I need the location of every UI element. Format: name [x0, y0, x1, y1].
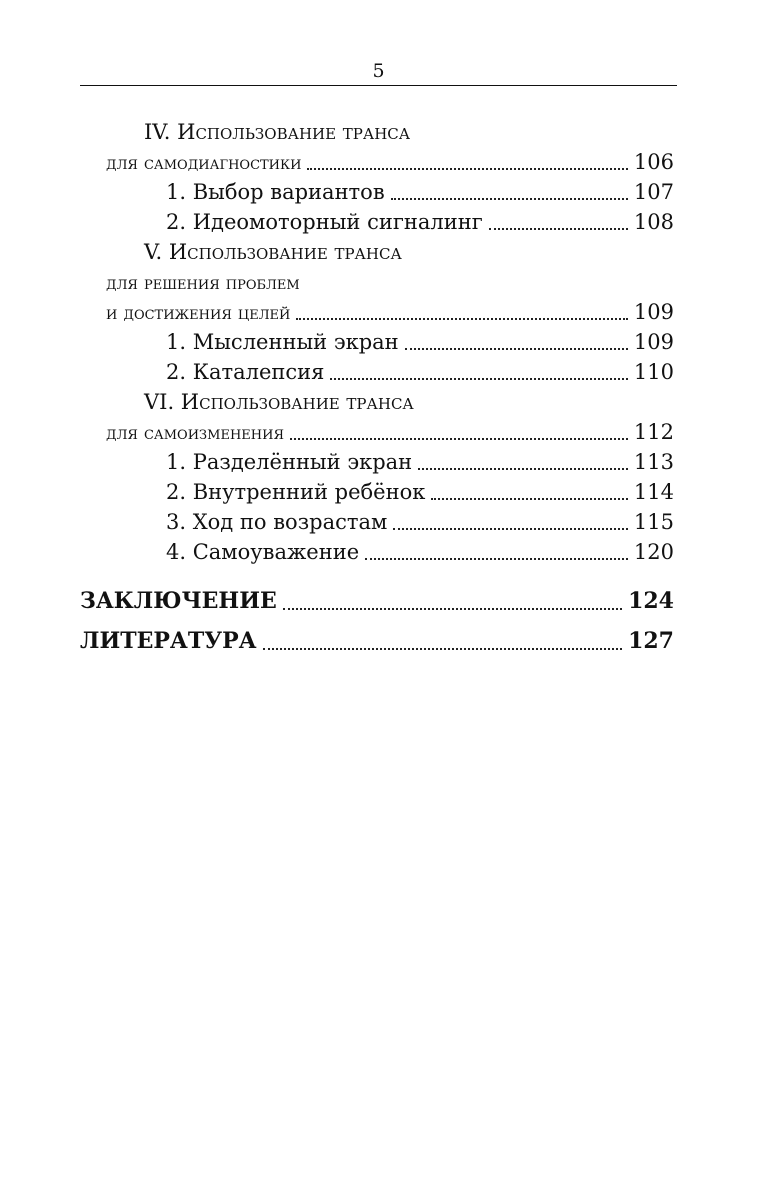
- header-rule: [80, 85, 677, 86]
- dot-leader-dots: [296, 318, 628, 320]
- toc-chapter-6-title: VI. Использование транса: [144, 390, 414, 414]
- toc-chapter-5-title: V. Использование транса: [144, 240, 402, 264]
- toc-literature-label: ЛИТЕРАТУРА: [80, 628, 257, 654]
- dot-leader: [301, 154, 633, 174]
- toc-chapter-4-cont: для самодиагностики: [106, 152, 302, 174]
- dot-leader: [324, 364, 634, 384]
- toc-item-6-1-page: 113: [633, 450, 674, 474]
- toc-item-5-2-label: 2. Каталепсия: [166, 360, 325, 384]
- dot-leader: [412, 454, 634, 474]
- toc-item-4-2-row[interactable]: [80, 208, 674, 238]
- toc-chapter-6-page: 112: [633, 420, 674, 444]
- toc-literature-row[interactable]: [80, 618, 674, 658]
- toc-chapter-5-cont2: и достижения целей: [106, 302, 291, 324]
- toc-literature-page: 127: [628, 628, 674, 654]
- dot-leader: [483, 214, 634, 234]
- page-number: 5: [372, 60, 385, 82]
- dot-leader: [387, 514, 634, 534]
- dot-leader-dots: [418, 468, 628, 470]
- toc-spacer: [80, 568, 674, 578]
- toc-item-4-1-row[interactable]: [80, 178, 674, 208]
- toc-item-4-2-label: 2. Идеомоторный сигналинг: [166, 210, 483, 234]
- toc-chapter-4-title-row: [80, 118, 674, 148]
- toc-item-6-4-row[interactable]: [80, 538, 674, 568]
- toc-item-6-2-label: 2. Внутренний ребёнок: [166, 480, 426, 504]
- toc-item-6-3-row[interactable]: [80, 508, 674, 538]
- toc-item-4-1-label: 1. Выбор вариантов: [166, 180, 385, 204]
- toc-item-6-4-page: 120: [633, 540, 674, 564]
- dot-leader: [277, 594, 628, 614]
- toc-item-5-1-row[interactable]: [80, 328, 674, 358]
- dot-leader: [359, 544, 634, 564]
- dot-leader-dots: [263, 648, 623, 650]
- dot-leader: [425, 484, 634, 504]
- toc-item-6-3-label: 3. Ход по возрастам: [166, 510, 388, 534]
- dot-leader-dots: [290, 438, 628, 440]
- toc-chapter-6-title-row: [80, 388, 674, 418]
- toc-chapter-6-cont: для самоизменения: [106, 422, 284, 444]
- toc-chapter-5-cont1: для решения проблем: [106, 272, 300, 294]
- toc-conclusion-label: ЗАКЛЮЧЕНИЕ: [80, 588, 277, 614]
- toc-item-5-2-row[interactable]: [80, 358, 674, 388]
- toc-conclusion-row[interactable]: [80, 578, 674, 618]
- toc-chapter-5-page: 109: [633, 300, 674, 324]
- toc-chapter-4-page: 106: [633, 150, 674, 174]
- toc-item-4-2-page: 108: [633, 210, 674, 234]
- dot-leader-dots: [393, 528, 628, 530]
- toc-chapter-4-title: IV. Использование транса: [144, 120, 411, 144]
- toc-conclusion-page: 124: [628, 588, 674, 614]
- dot-leader: [257, 634, 629, 654]
- toc-chapter-5-cont-row: [80, 268, 674, 298]
- toc-item-6-1-label: 1. Разделённый экран: [166, 450, 413, 474]
- toc-item-6-3-page: 115: [633, 510, 674, 534]
- dot-leader-dots: [330, 378, 628, 380]
- page-header: [80, 58, 677, 86]
- dot-leader: [290, 304, 634, 324]
- toc-chapter-5-title-row: [80, 238, 674, 268]
- toc-item-4-1-page: 107: [633, 180, 674, 204]
- toc-item-6-2-row[interactable]: [80, 478, 674, 508]
- dot-leader: [284, 424, 634, 444]
- dot-leader-dots: [391, 198, 628, 200]
- toc-chapter-6-row[interactable]: [80, 418, 674, 448]
- dot-leader: [385, 184, 634, 204]
- dot-leader: [399, 334, 634, 354]
- toc-chapter-4-row[interactable]: [80, 148, 674, 178]
- dot-leader-dots: [283, 608, 622, 610]
- dot-leader-dots: [405, 348, 628, 350]
- toc-item-5-2-page: 110: [633, 360, 674, 384]
- dot-leader-dots: [431, 498, 628, 500]
- toc-item-5-1-label: 1. Мысленный экран: [166, 330, 399, 354]
- toc-item-6-4-label: 4. Самоуважение: [166, 540, 360, 564]
- dot-leader-dots: [489, 228, 628, 230]
- table-of-contents: [80, 118, 674, 658]
- toc-chapter-5-row[interactable]: [80, 298, 674, 328]
- toc-item-6-1-row[interactable]: [80, 448, 674, 478]
- dot-leader-dots: [307, 168, 627, 170]
- dot-leader-dots: [365, 558, 628, 560]
- toc-item-6-2-page: 114: [633, 480, 674, 504]
- toc-item-5-1-page: 109: [633, 330, 674, 354]
